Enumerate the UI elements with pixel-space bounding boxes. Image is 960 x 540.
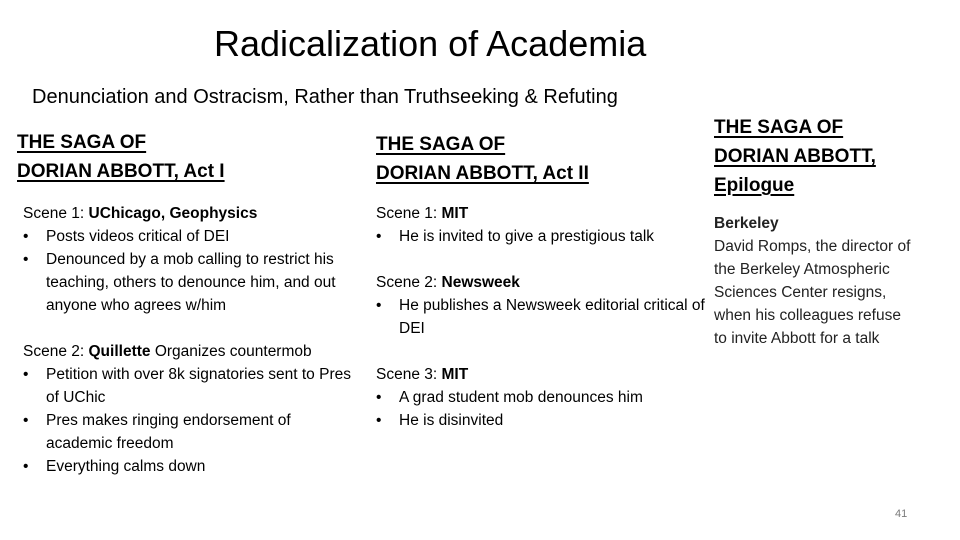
- bullet-text: Denounced by a mob calling to restrict his teaching, others to denounce him, and out anyone who agrees w/him: [46, 251, 336, 314]
- scene: [376, 363, 706, 432]
- scene-list: [23, 202, 357, 478]
- bullet-icon: •: [376, 297, 382, 314]
- bullet-icon: •: [23, 412, 29, 429]
- scene-heading: [23, 340, 357, 363]
- epilogue-text: David Romps, the director of the Berkeley Atmospheric Sciences Center resigns, when his colleagues refuse to invite Abbott for a talk: [714, 238, 911, 347]
- heading-line: DORIAN ABBOTT,: [714, 146, 876, 167]
- page-number: 41: [895, 508, 908, 520]
- bullet-icon: •: [23, 251, 29, 268]
- list-item: [23, 455, 357, 478]
- list-item: [23, 225, 357, 248]
- bullet-list: [376, 294, 706, 340]
- scene-name: Newsweek: [441, 274, 520, 291]
- scene-suffix: Organizes countermob: [150, 343, 312, 360]
- bullet-list: [23, 363, 357, 478]
- column-heading: [714, 113, 954, 200]
- heading-line: DORIAN ABBOTT, Act I: [17, 161, 225, 182]
- list-item: [376, 294, 706, 340]
- epilogue-text-block: [714, 212, 914, 350]
- bullet-text: Everything calms down: [46, 458, 206, 475]
- heading-line: THE SAGA OF: [714, 117, 844, 138]
- bullet-text: A grad student mob denounces him: [399, 389, 643, 406]
- heading-line: THE SAGA OF: [376, 134, 506, 155]
- scene-heading: [376, 271, 706, 294]
- scene: [376, 202, 706, 248]
- bullet-text: Posts videos critical of DEI: [46, 228, 230, 245]
- scene-heading: [376, 202, 706, 225]
- scene-name: MIT: [441, 205, 469, 222]
- scene: [23, 340, 357, 478]
- scene-prefix: Scene 2:: [376, 274, 442, 291]
- bullet-icon: •: [376, 412, 382, 429]
- bullet-icon: •: [376, 389, 382, 406]
- bullet-list: [376, 386, 706, 432]
- bullet-list: [23, 225, 357, 317]
- scene-prefix: Scene 1:: [376, 205, 442, 222]
- heading-line: THE SAGA OF: [17, 132, 147, 153]
- epilogue-place: Berkeley: [714, 215, 779, 232]
- column-act-2: [376, 130, 706, 455]
- scene-heading: [376, 363, 706, 386]
- bullet-list: [376, 225, 706, 248]
- column-heading: [376, 130, 706, 188]
- bullet-text: Pres makes ringing endorsement of academic freedom: [46, 412, 291, 452]
- slide-title: Radicalization of Academia: [214, 23, 647, 64]
- scene-heading: [23, 202, 357, 225]
- bullet-icon: •: [23, 366, 29, 383]
- scene-prefix: Scene 3:: [376, 366, 442, 383]
- scene-name: Quillette: [88, 343, 151, 360]
- heading-line: Epilogue: [714, 175, 795, 196]
- column-epilogue: [714, 113, 954, 350]
- list-item: [376, 409, 706, 432]
- list-item: [23, 363, 357, 409]
- scene: [376, 271, 706, 340]
- bullet-text: He is disinvited: [399, 412, 504, 429]
- list-item: [23, 409, 357, 455]
- scene-prefix: Scene 1:: [23, 205, 89, 222]
- scene-prefix: Scene 2:: [23, 343, 89, 360]
- list-item: [376, 225, 706, 248]
- scene-name: MIT: [441, 366, 469, 383]
- scene: [23, 202, 357, 317]
- list-item: [23, 248, 357, 317]
- heading-line: DORIAN ABBOTT, Act II: [376, 163, 589, 184]
- bullet-text: Petition with over 8k signatories sent to Pres of UChic: [46, 366, 351, 406]
- column-act-1: [17, 128, 357, 501]
- bullet-icon: •: [23, 228, 29, 245]
- bullet-icon: •: [376, 228, 382, 245]
- column-heading: [17, 128, 357, 186]
- scene-list: [376, 202, 706, 432]
- list-item: [376, 386, 706, 409]
- slide-subtitle: Denunciation and Ostracism, Rather than Truthseeking & Refuting: [32, 86, 618, 108]
- scene-name: UChicago, Geophysics: [88, 205, 258, 222]
- bullet-icon: •: [23, 458, 29, 475]
- bullet-text: He is invited to give a prestigious talk: [399, 228, 655, 245]
- bullet-text: He publishes a Newsweek editorial critical of DEI: [399, 297, 705, 337]
